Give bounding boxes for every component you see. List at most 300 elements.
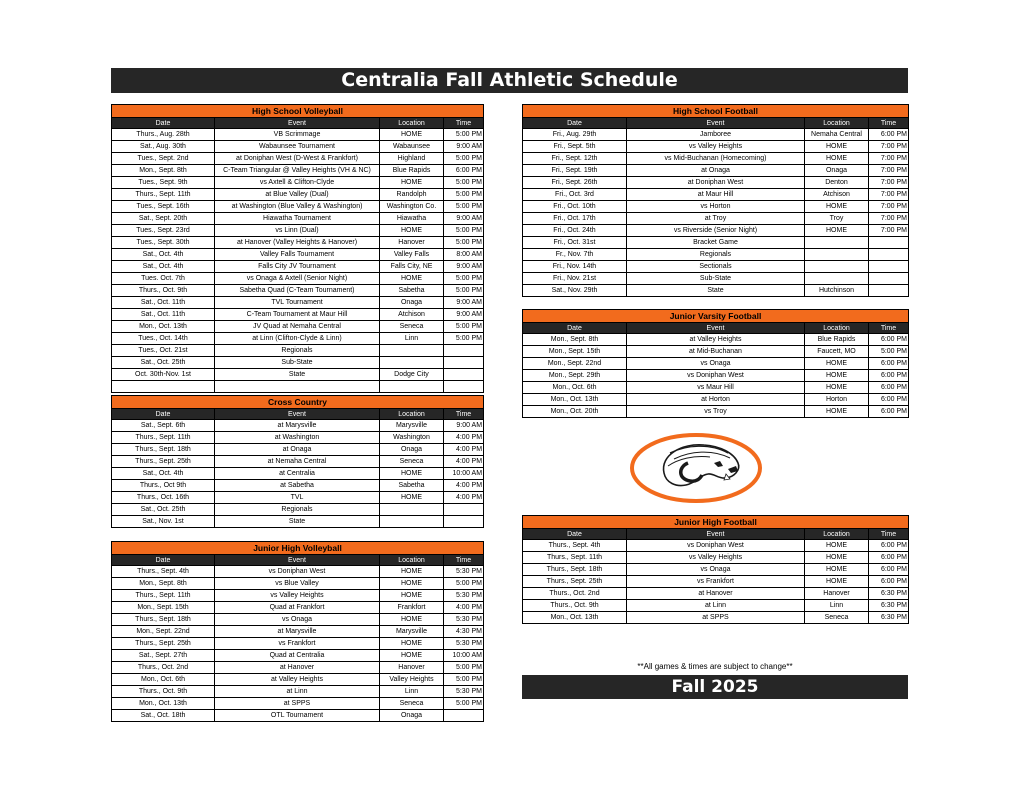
cell-time: 6:00 PM: [869, 406, 909, 418]
table-row: [112, 141, 484, 153]
cell-location: Randolph: [380, 189, 444, 201]
jh-volleyball-table: [111, 541, 484, 722]
cell-location: Hutchinson: [805, 285, 869, 297]
cell-date: Thurs., Oct. 16th: [112, 492, 215, 504]
table-row: [112, 381, 484, 393]
cell-event: vs Valley Heights: [627, 141, 805, 153]
table-row: [523, 382, 909, 394]
cell-date: Tues., Sept. 23rd: [112, 225, 215, 237]
cell-date: Tues., Sept. 16th: [112, 201, 215, 213]
cell-location: Troy: [805, 213, 869, 225]
table-row: [112, 638, 484, 650]
cell-time: 6:00 PM: [869, 334, 909, 346]
cell-location: Linn: [380, 333, 444, 345]
cell-time: 9:00 AM: [444, 213, 484, 225]
cell-time: [869, 249, 909, 261]
cell-location: Hanover: [380, 662, 444, 674]
cell-time: 5:00 PM: [444, 285, 484, 297]
cell-event: OTL Tournament: [215, 710, 380, 722]
col-date-header: Date: [112, 555, 215, 566]
table-row: [112, 420, 484, 432]
cell-time: 6:00 PM: [869, 576, 909, 588]
cell-location: HOME: [380, 638, 444, 650]
col-event-header: Event: [215, 555, 380, 566]
col-location-header: Location: [380, 555, 444, 566]
table-title: High School Football: [523, 105, 909, 118]
cell-event: at Washington: [215, 432, 380, 444]
cell-event: State: [215, 516, 380, 528]
cell-event: at SPPS: [627, 612, 805, 624]
cell-location: Linn: [805, 600, 869, 612]
table-row: [112, 480, 484, 492]
cell-location: HOME: [380, 492, 444, 504]
cell-date: Fri., Nov. 21st: [523, 273, 627, 285]
cell-time: 6:00 PM: [444, 165, 484, 177]
cell-location: HOME: [805, 201, 869, 213]
cell-time: 6:00 PM: [869, 394, 909, 406]
col-time-header: Time: [444, 555, 484, 566]
cell-date: Mon., Oct. 13th: [112, 321, 215, 333]
cell-location: Hanover: [805, 588, 869, 600]
cell-location: HOME: [805, 564, 869, 576]
cell-time: 5:30 PM: [444, 638, 484, 650]
cell-time: [869, 285, 909, 297]
cell-date: Tues. Oct. 7th: [112, 273, 215, 285]
cell-location: Washington: [380, 432, 444, 444]
cell-event: Hiawatha Tournament: [215, 213, 380, 225]
col-location-header: Location: [380, 409, 444, 420]
table-row: [112, 566, 484, 578]
cell-time: 9:00 AM: [444, 420, 484, 432]
cell-location: Valley Heights: [380, 674, 444, 686]
cell-location: HOME: [805, 358, 869, 370]
cell-event: vs Frankfort: [627, 576, 805, 588]
col-time-header: Time: [444, 409, 484, 420]
cell-time: [869, 261, 909, 273]
cell-time: 10:00 AM: [444, 650, 484, 662]
table-row: [523, 285, 909, 297]
cell-event: vs Valley Heights: [627, 552, 805, 564]
table-row: [523, 153, 909, 165]
cell-time: 5:00 PM: [444, 153, 484, 165]
cell-date: Mon., Sept. 15th: [523, 346, 627, 358]
cell-event: JV Quad at Nemaha Central: [215, 321, 380, 333]
cell-time: 5:00 PM: [444, 578, 484, 590]
table-row: [523, 261, 909, 273]
season-banner: Fall 2025: [522, 675, 908, 699]
cell-location: HOME: [805, 153, 869, 165]
cell-time: [444, 381, 484, 393]
cell-event: vs Frankfort: [215, 638, 380, 650]
cell-location: Seneca: [380, 698, 444, 710]
jh-football-table: [522, 515, 909, 624]
table-row: [523, 406, 909, 418]
cell-date: Fri., Oct. 24th: [523, 225, 627, 237]
cell-event: vs Onaga: [627, 564, 805, 576]
cell-date: Mon., Sept. 8th: [112, 578, 215, 590]
cell-date: Thurs., Oct. 2nd: [523, 588, 627, 600]
table-row: [112, 432, 484, 444]
cell-time: 7:00 PM: [869, 189, 909, 201]
cell-event: vs Blue Valley: [215, 578, 380, 590]
table-row: [112, 273, 484, 285]
cell-location: Horton: [805, 394, 869, 406]
cell-event: at Marysville: [215, 626, 380, 638]
cell-time: 6:00 PM: [869, 552, 909, 564]
cell-event: at Doniphan West (D-West & Frankfort): [215, 153, 380, 165]
cell-time: 5:00 PM: [444, 333, 484, 345]
table-row: [112, 321, 484, 333]
cell-date: Thurs., Sept. 4th: [112, 566, 215, 578]
cell-location: Faucett, MO: [805, 346, 869, 358]
cell-location: Seneca: [805, 612, 869, 624]
cell-date: Mon., Sept. 22nd: [112, 626, 215, 638]
table-row: [112, 626, 484, 638]
cell-event: vs Doniphan West: [215, 566, 380, 578]
table-row: [112, 249, 484, 261]
cell-location: HOME: [380, 273, 444, 285]
col-time-header: Time: [869, 118, 909, 129]
cell-event: Falls City JV Tournament: [215, 261, 380, 273]
table-row: [112, 201, 484, 213]
table-row: [523, 576, 909, 588]
cell-event: Wabaunsee Tournament: [215, 141, 380, 153]
cell-location: Hiawatha: [380, 213, 444, 225]
cell-time: 4:30 PM: [444, 626, 484, 638]
table-row: [112, 456, 484, 468]
col-event-header: Event: [627, 118, 805, 129]
cell-event: Regionals: [627, 249, 805, 261]
cell-date: Mon., Sept. 8th: [523, 334, 627, 346]
cell-date: Mon., Oct. 13th: [112, 698, 215, 710]
cell-location: Falls City, NE: [380, 261, 444, 273]
jv-football-table: [522, 309, 909, 418]
cell-event: at Valley Heights: [215, 674, 380, 686]
cell-event: vs Doniphan West: [627, 370, 805, 382]
cell-date: Mon., Oct. 20th: [523, 406, 627, 418]
cell-date: Fri., Sept. 19th: [523, 165, 627, 177]
cell-event: at Doniphan West: [627, 177, 805, 189]
table-row: [523, 564, 909, 576]
cell-location: HOME: [380, 225, 444, 237]
cell-date: Tues., Sept. 30th: [112, 237, 215, 249]
table-row: [112, 614, 484, 626]
cell-location: [380, 381, 444, 393]
cell-time: 5:00 PM: [444, 129, 484, 141]
hs-football-table: [522, 104, 909, 297]
cell-date: Thurs., Sept. 25th: [112, 456, 215, 468]
table-row: [112, 698, 484, 710]
cell-time: 7:00 PM: [869, 141, 909, 153]
cell-event: at Mid-Buchanan: [627, 346, 805, 358]
table-row: [112, 345, 484, 357]
cell-event: vs Doniphan West: [627, 540, 805, 552]
cell-date: Tues., Sept. 2nd: [112, 153, 215, 165]
cell-event: Valley Falls Tournament: [215, 249, 380, 261]
table-title: Cross Country: [112, 396, 484, 409]
cell-date: Fri., Aug. 29th: [523, 129, 627, 141]
cell-event: at Troy: [627, 213, 805, 225]
cell-location: Nemaha Central: [805, 129, 869, 141]
cell-location: Wabaunsee: [380, 141, 444, 153]
cell-time: 4:00 PM: [444, 432, 484, 444]
cell-time: 5:00 PM: [444, 177, 484, 189]
cell-date: Thurs., Sept. 25th: [523, 576, 627, 588]
cell-time: 7:00 PM: [869, 177, 909, 189]
cell-event: vs Axtell & Clifton-Clyde: [215, 177, 380, 189]
cell-date: Thurs., Oct. 9th: [523, 600, 627, 612]
cell-time: 6:00 PM: [869, 358, 909, 370]
cell-event: Quad at Centralia: [215, 650, 380, 662]
col-event-header: Event: [627, 323, 805, 334]
table-row: [523, 612, 909, 624]
cell-time: [444, 710, 484, 722]
schedule-disclaimer: **All games & times are subject to change**: [637, 662, 793, 671]
cell-date: Fri., Sept. 12th: [523, 153, 627, 165]
cell-time: 5:00 PM: [444, 237, 484, 249]
cell-event: at Washington (Blue Valley & Washington): [215, 201, 380, 213]
cell-event: at Linn: [627, 600, 805, 612]
col-date-header: Date: [523, 118, 627, 129]
cell-time: 5:00 PM: [444, 189, 484, 201]
cell-date: Fri., Oct. 31st: [523, 237, 627, 249]
cell-date: Sat., Oct. 25th: [112, 504, 215, 516]
cell-location: Atchison: [805, 189, 869, 201]
cell-event: vs Linn (Dual): [215, 225, 380, 237]
table-row: [112, 261, 484, 273]
cell-location: Sabetha: [380, 480, 444, 492]
cell-date: Sat., Oct. 4th: [112, 468, 215, 480]
cell-event: at Marysville: [215, 420, 380, 432]
cell-event: at Linn (Clifton-Clyde & Linn): [215, 333, 380, 345]
table-row: [523, 189, 909, 201]
cell-location: HOME: [380, 129, 444, 141]
table-row: [523, 358, 909, 370]
table-row: [523, 141, 909, 153]
cell-time: 5:00 PM: [444, 201, 484, 213]
panther-logo: [630, 433, 762, 503]
cell-location: [380, 345, 444, 357]
table-row: [112, 153, 484, 165]
table-row: [523, 334, 909, 346]
table-row: [112, 590, 484, 602]
cell-date: Thurs., Oct. 9th: [112, 686, 215, 698]
col-time-header: Time: [444, 118, 484, 129]
cell-time: 6:00 PM: [869, 129, 909, 141]
cell-location: [805, 261, 869, 273]
table-row: [112, 213, 484, 225]
cross-country-table: [111, 395, 484, 528]
cell-location: Hanover: [380, 237, 444, 249]
cell-time: 6:00 PM: [869, 382, 909, 394]
col-event-header: Event: [215, 409, 380, 420]
cell-location: HOME: [380, 590, 444, 602]
table-row: [112, 129, 484, 141]
cell-time: 7:00 PM: [869, 153, 909, 165]
cell-event: at Onaga: [627, 165, 805, 177]
table-row: [112, 516, 484, 528]
cell-time: 7:00 PM: [869, 213, 909, 225]
cell-event: Regionals: [215, 504, 380, 516]
cell-date: Fri., Sept. 26th: [523, 177, 627, 189]
table-row: [523, 237, 909, 249]
cell-time: 6:30 PM: [869, 612, 909, 624]
cell-time: 5:00 PM: [869, 346, 909, 358]
cell-date: Fri., Nov. 14th: [523, 261, 627, 273]
cell-time: [444, 516, 484, 528]
table-row: [112, 285, 484, 297]
cell-time: 4:00 PM: [444, 492, 484, 504]
table-row: [112, 177, 484, 189]
table-row: [112, 225, 484, 237]
cell-location: Seneca: [380, 321, 444, 333]
cell-date: Sat., Nov. 29th: [523, 285, 627, 297]
cell-event: Sectionals: [627, 261, 805, 273]
cell-time: 4:00 PM: [444, 480, 484, 492]
table-row: [112, 369, 484, 381]
cell-time: 9:00 AM: [444, 261, 484, 273]
cell-time: 6:00 PM: [869, 564, 909, 576]
cell-time: 5:00 PM: [444, 321, 484, 333]
cell-date: [112, 381, 215, 393]
cell-date: Fri., Oct. 3rd: [523, 189, 627, 201]
cell-location: Onaga: [380, 444, 444, 456]
col-event-header: Event: [215, 118, 380, 129]
cell-location: Seneca: [380, 456, 444, 468]
table-title: Junior High Football: [523, 516, 909, 529]
cell-time: 5:00 PM: [444, 662, 484, 674]
cell-event: at Onaga: [215, 444, 380, 456]
cell-location: HOME: [805, 552, 869, 564]
cell-event: at Hanover: [627, 588, 805, 600]
cell-event: Regionals: [215, 345, 380, 357]
col-time-header: Time: [869, 323, 909, 334]
cell-location: [805, 249, 869, 261]
cell-date: Thurs., Oct. 9th: [112, 285, 215, 297]
cell-event: at Centralia: [215, 468, 380, 480]
cell-location: Marysville: [380, 420, 444, 432]
cell-event: C-Team Tournament at Maur Hill: [215, 309, 380, 321]
cell-time: 6:30 PM: [869, 588, 909, 600]
cell-date: Mon., Sept. 8th: [112, 165, 215, 177]
cell-location: Frankfort: [380, 602, 444, 614]
cell-event: State: [627, 285, 805, 297]
cell-location: Onaga: [805, 165, 869, 177]
cell-location: Denton: [805, 177, 869, 189]
cell-date: Sat., Aug. 30th: [112, 141, 215, 153]
cell-date: Fr., Nov. 7th: [523, 249, 627, 261]
cell-time: 7:00 PM: [869, 201, 909, 213]
table-row: [523, 129, 909, 141]
cell-date: Thurs., Sept. 18th: [112, 444, 215, 456]
cell-date: Sat., Oct. 4th: [112, 249, 215, 261]
table-row: [523, 346, 909, 358]
cell-event: TVL Tournament: [215, 297, 380, 309]
table-title: Junior High Volleyball: [112, 542, 484, 555]
cell-date: Tues., Sept. 9th: [112, 177, 215, 189]
table-row: [523, 225, 909, 237]
col-date-header: Date: [523, 529, 627, 540]
cell-location: Linn: [380, 686, 444, 698]
cell-event: vs Maur Hill: [627, 382, 805, 394]
col-event-header: Event: [627, 529, 805, 540]
cell-location: Washington Co.: [380, 201, 444, 213]
cell-event: vs Mid-Buchanan (Homecoming): [627, 153, 805, 165]
table-title: Junior Varsity Football: [523, 310, 909, 323]
table-row: [523, 213, 909, 225]
cell-date: Fri., Oct. 10th: [523, 201, 627, 213]
cell-time: 5:30 PM: [444, 566, 484, 578]
table-row: [523, 394, 909, 406]
cell-location: [380, 357, 444, 369]
cell-date: Thurs., Sept. 11th: [112, 432, 215, 444]
cell-time: 9:00 AM: [444, 309, 484, 321]
table-row: [523, 165, 909, 177]
table-row: [112, 578, 484, 590]
cell-time: 4:00 PM: [444, 602, 484, 614]
cell-event: Jamboree: [627, 129, 805, 141]
cell-time: 5:30 PM: [444, 590, 484, 602]
cell-time: 6:00 PM: [869, 540, 909, 552]
cell-date: Mon., Oct. 13th: [523, 394, 627, 406]
cell-location: Marysville: [380, 626, 444, 638]
col-location-header: Location: [805, 118, 869, 129]
col-location-header: Location: [380, 118, 444, 129]
cell-event: vs Onaga: [215, 614, 380, 626]
cell-time: 5:00 PM: [444, 698, 484, 710]
cell-date: Oct. 30th-Nov. 1st: [112, 369, 215, 381]
cell-time: 5:30 PM: [444, 614, 484, 626]
cell-time: 5:00 PM: [444, 674, 484, 686]
cell-time: 7:00 PM: [869, 225, 909, 237]
cell-location: Sabetha: [380, 285, 444, 297]
cell-location: Blue Rapids: [380, 165, 444, 177]
page-title: Centralia Fall Athletic Schedule: [111, 68, 908, 93]
cell-event: State: [215, 369, 380, 381]
table-row: [523, 249, 909, 261]
cell-event: vs Troy: [627, 406, 805, 418]
cell-event: C-Team Triangular @ Valley Heights (VH & NC): [215, 165, 380, 177]
cell-location: HOME: [805, 540, 869, 552]
cell-date: Thurs., Sept. 18th: [112, 614, 215, 626]
hs-volleyball-table: [111, 104, 484, 393]
cell-date: Thurs., Sept. 11th: [523, 552, 627, 564]
cell-event: Sabetha Quad (C-Team Tournament): [215, 285, 380, 297]
cell-date: Sat., Oct. 25th: [112, 357, 215, 369]
cell-location: Onaga: [380, 297, 444, 309]
table-title: High School Volleyball: [112, 105, 484, 118]
cell-location: Onaga: [380, 710, 444, 722]
cell-location: Valley Falls: [380, 249, 444, 261]
table-row: [112, 674, 484, 686]
cell-date: Mon., Sept. 29th: [523, 370, 627, 382]
cell-date: Tues., Oct. 14th: [112, 333, 215, 345]
table-row: [112, 504, 484, 516]
cell-event: at Horton: [627, 394, 805, 406]
cell-date: Sat., Nov. 1st: [112, 516, 215, 528]
table-row: [112, 444, 484, 456]
table-row: [112, 333, 484, 345]
col-date-header: Date: [112, 118, 215, 129]
cell-date: Thurs., Oct. 2nd: [112, 662, 215, 674]
cell-location: HOME: [805, 370, 869, 382]
cell-time: 4:00 PM: [444, 456, 484, 468]
table-row: [523, 370, 909, 382]
table-row: [523, 600, 909, 612]
cell-event: at Hanover (Valley Heights & Hanover): [215, 237, 380, 249]
cell-event: vs Onaga & Axtell (Senior Night): [215, 273, 380, 285]
cell-event: vs Riverside (Senior Night): [627, 225, 805, 237]
